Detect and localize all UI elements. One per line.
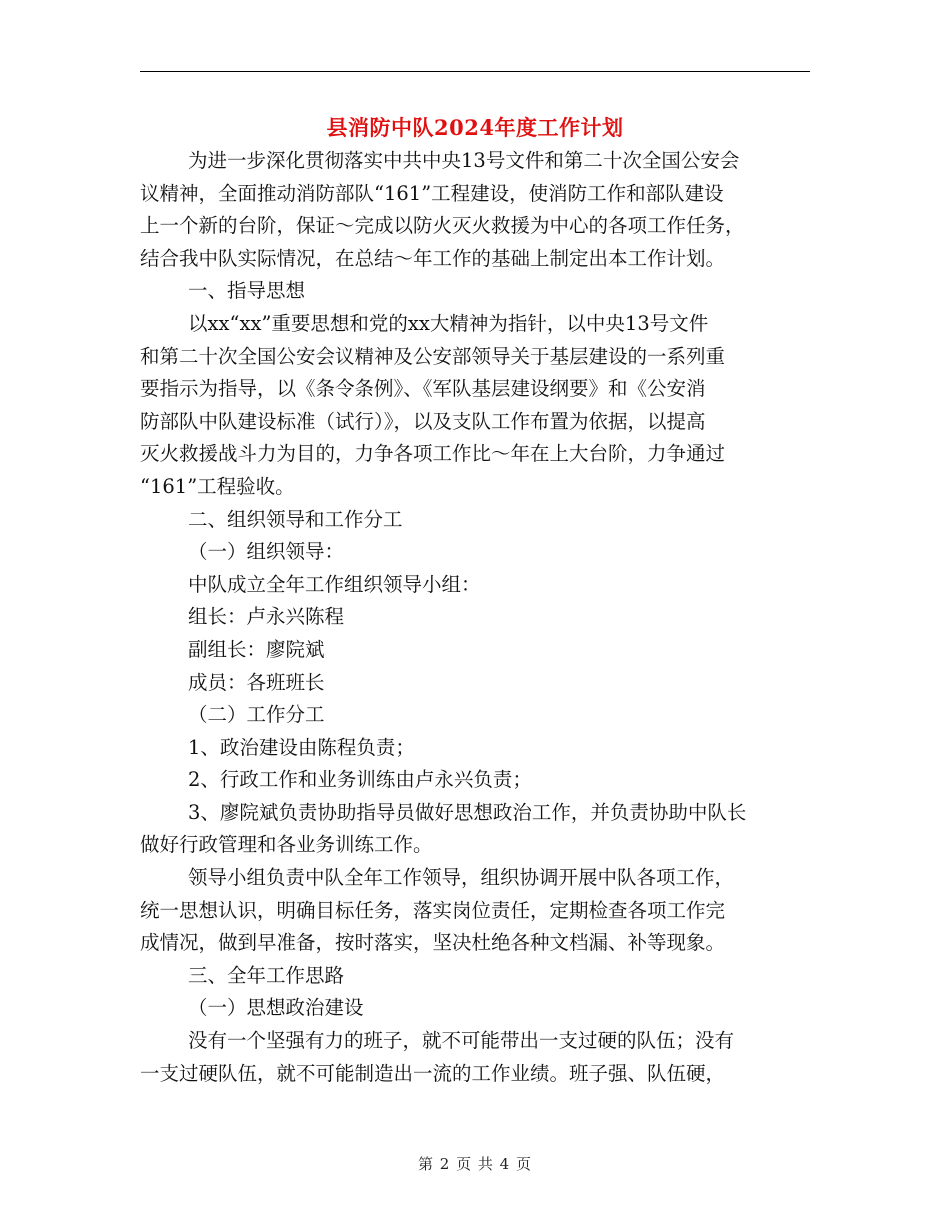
document-title: 县消防中队2024年度工作计划 xyxy=(326,115,624,140)
text-line: 中队成立全年工作组织领导小组： xyxy=(188,572,481,596)
text-line: 成员：各班班长 xyxy=(188,670,325,694)
text-line: 一、指导思想 xyxy=(188,279,306,303)
text-line: 组长：卢永兴陈程 xyxy=(188,605,345,629)
text-line: （二）工作分工 xyxy=(188,703,325,727)
text-line: 要指示为指导，以《条令条例》、《军队基层建设纲要》和《公安消 xyxy=(140,377,706,401)
text-line: 没有一个坚强有力的班子，就不可能带出一支过硬的队伍；没有 xyxy=(188,1029,735,1053)
text-line: 做好行政管理和各业务训练工作。 xyxy=(140,833,433,857)
text-line: 一支过硬队伍，就不可能制造出一流的工作业绩。班子强、队伍硬， xyxy=(140,1061,726,1085)
text-line: （一）思想政治建设 xyxy=(188,996,364,1020)
text-line: 三、全年工作思路 xyxy=(188,963,345,987)
text-line: 和第二十次全国公安会议精神及公安部领导关于基层建设的一系列重 xyxy=(140,344,726,368)
document-body xyxy=(140,145,810,1090)
text-line: 1、政治建设由陈程负责； xyxy=(188,735,415,759)
text-line: 二、组织领导和工作分工 xyxy=(188,507,403,531)
text-line: 3、廖院斌负责协助指导员做好思想政治工作，并负责协助中队长 xyxy=(188,800,747,824)
text-line: 副组长：廖院斌 xyxy=(188,637,325,661)
text-line: 议精神，全面推动消防部队“161”工程建设，使消防工作和部队建设 xyxy=(140,181,724,205)
header-rule xyxy=(140,71,810,72)
text-line: 防部队中队建设标准（试行）》，以及支队工作布置为依据，以提高 xyxy=(140,409,706,433)
text-line: 成情况，做到早准备，按时落实，坚决杜绝各种文档漏、补等现象。 xyxy=(140,931,726,955)
text-line: 统一思想认识，明确目标任务，落实岗位责任，定期检查各项工作完 xyxy=(140,898,726,922)
page-number-footer: 第 2 页 共 4 页 xyxy=(418,1155,532,1173)
text-line: 灭火救援战斗力为目的，力争各项工作比～年在上大台阶，力争通过 xyxy=(140,442,726,466)
text-line: （一）组织领导： xyxy=(188,540,345,564)
text-line: 为进一步深化贯彻落实中共中央13号文件和第二十次全国公安会 xyxy=(188,149,740,172)
text-line: 上一个新的台阶，保证～完成以防火灭火救援为中心的各项工作任务， xyxy=(140,214,745,238)
text-line: 2、行政工作和业务训练由卢永兴负责； xyxy=(188,768,532,792)
text-line: 结合我中队实际情况，在总结～年工作的基础上制定出本工作计划。 xyxy=(140,246,726,270)
text-line: 领导小组负责中队全年工作领导，组织协调开展中队各项工作， xyxy=(188,866,735,890)
text-line: 以xx“xx”重要思想和党的xx大精神为指针，以中央13号文件 xyxy=(188,311,709,335)
text-line: “161”工程验收。 xyxy=(140,474,295,498)
